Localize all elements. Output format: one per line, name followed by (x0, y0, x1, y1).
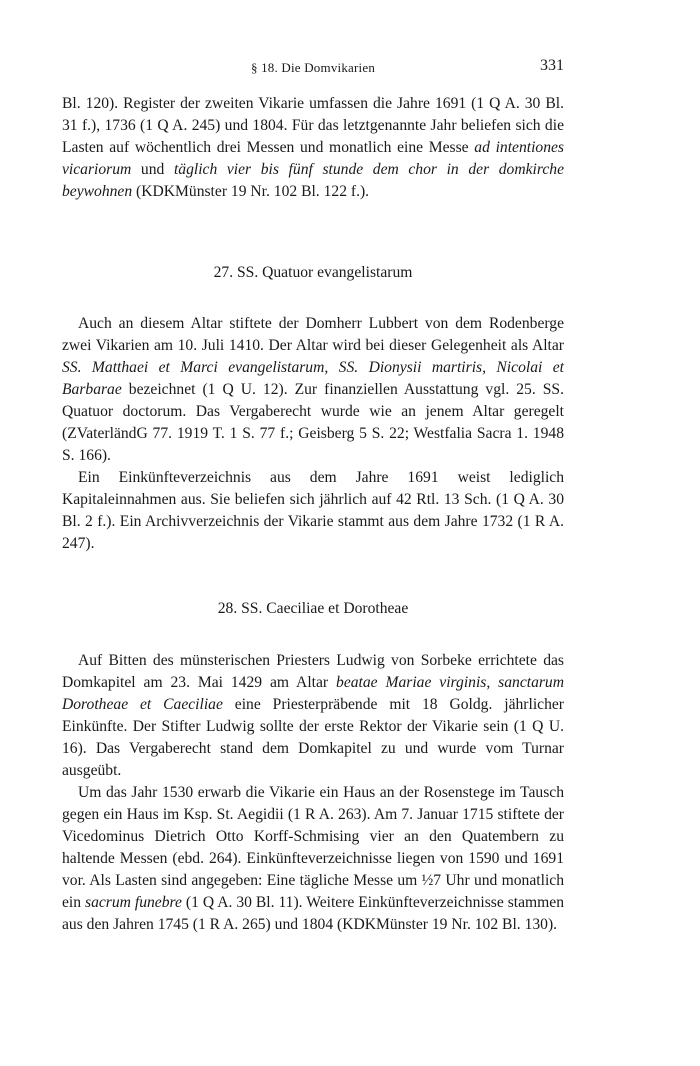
section-28-paragraph-1 (62, 650, 564, 782)
section-27-body (62, 313, 564, 555)
running-head (62, 57, 564, 77)
s28-p1-text-1: Auf Bitten des münsterischen Priesters Ludwig von Sorbeke errichtete das Domkapitel am 23. Mai 1429 am Altar (62, 652, 564, 691)
s27-p1-text-2: bezeichnet (1 Q U. 12). Zur finanziellen Ausstattung vgl. 25. SS. Quatuor doctorum. Das Vergaberecht wurde wie an jenem Altar geregelt (ZVaterländG 77. 1919 T. 1 S. 77 f.; Geisberg 5 S. 22; Westfalia Sacra 1. 1948 S. 166). (62, 381, 564, 464)
section-28-body (62, 650, 564, 936)
section-28-heading: 28. SS. Caeciliae et Dorotheae (217, 600, 409, 617)
intro-quoted-phrase: täglich vier bis fünf stunde dem chor in der domkirche beywohnen (62, 161, 564, 200)
running-title: § 18. Die Domvikarien (250, 60, 376, 75)
s28-p2-text-2: (1 Q A. 30 Bl. 11). Weitere Einkünfteverzeichnisse stammen aus den Jahren 1745 (1 R A. 265) und 1804 (KDKMünster 19 Nr. 102 Bl. 130). (62, 894, 565, 933)
intro-paragraph (62, 93, 564, 203)
intro-latin-phrase: ad intentiones vicariorum (62, 139, 565, 178)
s27-p1-text-1: Auch an diesem Altar stiftete der Domherr Lubbert von dem Rodenberge zwei Vikarien am 10. Juli 1410. Der Altar wird bei dieser Gelegenheit als Altar (62, 315, 564, 354)
section-27-heading: 27. SS. Quatuor evangelistarum (213, 264, 413, 281)
s28-p1-altar-names: beatae Mariae virginis, sanctarum Dorotheae et Caeciliae (62, 674, 564, 713)
section-27-paragraph-2: Ein Einkünfteverzeichnis aus dem Jahre 1691 weist lediglich Kapitaleinnahmen aus. Sie beliefen sich jährlich auf 42 Rtl. 13 Sch. (1 Q A. 30 Bl. 2 f.). Ein Archivverzeichnis der Vikarie stammt aus dem Jahre 1732 (1 R A. 247). (62, 469, 564, 552)
page-number: 331 (540, 57, 564, 74)
intro-text-1: Bl. 120). Register der zweiten Vikarie umfassen die Jahre 1691 (1 Q A. 30 Bl. 31 f.), 1736 (1 Q A. 245) und 1804. Für das letztgenannte Jahr beliefen sich die Lasten auf wöchentlich drei Messen und monatlich eine Messe (62, 95, 564, 156)
s28-p2-text-1: Um das Jahr 1530 erwarb die Vikarie ein Haus an der Rosenstege im Tausch gegen ein Haus im Ksp. St. Aegidii (1 R A. 263). Am 7. Januar 1715 stiftete der Vicedominus Dietrich Otto Korff-Schmising vier an den Quatembern zu haltende Messen (ebd. 264). Einkünfteverzeichnisse liegen von 1590 und 1691 vor. Als Lasten sind angegeben: Eine tägliche Messe um ½7 Uhr und monatlich ein (62, 784, 564, 911)
s27-p1-altar-names: SS. Matthaei et Marci evangelistarum, SS. Dionysii martiris, Nicolai et Barbarae (62, 359, 564, 398)
intro-text-3: (KDKMünster 19 Nr. 102 Bl. 122 f.). (132, 183, 370, 200)
intro-text-2: und (131, 161, 174, 178)
s28-p2-latin-phrase: sacrum funebre (85, 894, 182, 911)
section-28-paragraph-2 (62, 782, 564, 936)
section-27-paragraph-1 (62, 313, 564, 467)
s28-p1-text-2: eine Priesterpräbende mit 18 Goldg. jährlicher Einkünfte. Der Stifter Ludwig sollte der erste Rektor der Vikarie sein (1 Q U. 16). Das Vergaberecht stand dem Domkapitel zu und wurde vom Turnar ausgeübt. (62, 696, 564, 779)
